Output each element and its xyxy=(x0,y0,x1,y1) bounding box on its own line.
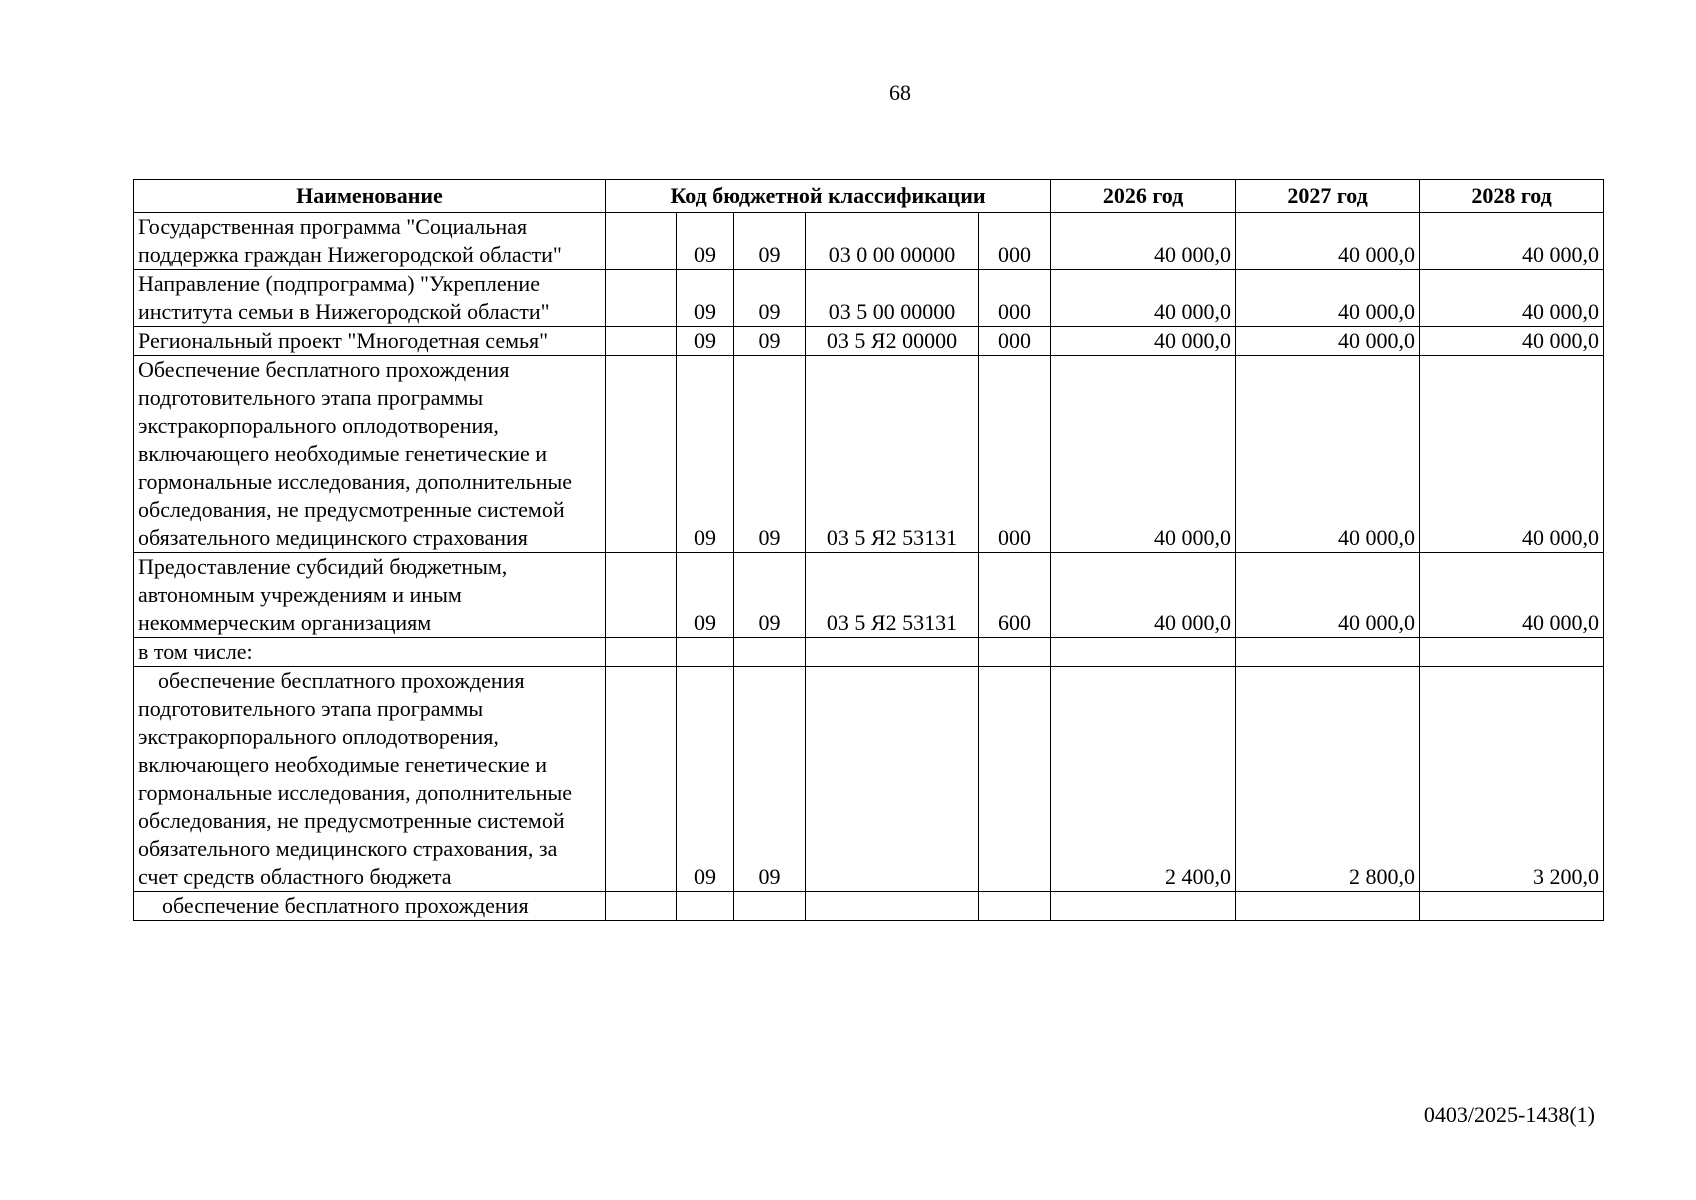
code-cell xyxy=(606,667,677,892)
table-row xyxy=(134,327,1604,356)
amount-2026 xyxy=(1051,892,1236,921)
code-cell xyxy=(606,892,677,921)
document-registration-code: 0403/2025-1438(1) xyxy=(1423,1102,1595,1127)
amount-2028 xyxy=(1420,638,1604,667)
amount-2026: 40 000,0 xyxy=(1051,270,1236,327)
code-target: 03 5 00 00000 xyxy=(806,270,979,327)
table-row xyxy=(134,667,1604,892)
code-cell xyxy=(606,638,677,667)
table-row xyxy=(134,638,1604,667)
code-cell xyxy=(606,356,677,553)
amount-2028: 40 000,0 xyxy=(1420,356,1604,553)
header-year-2026: 2026 год xyxy=(1051,180,1236,213)
table-row xyxy=(134,356,1604,553)
code-section: 09 xyxy=(677,667,734,892)
row-name: Предоставление субсидий бюджетным, автономным учреждениям и иным некоммерческим организациям xyxy=(134,553,606,638)
code-section: 09 xyxy=(677,270,734,327)
page-number: 68 xyxy=(889,80,911,105)
code-subsection xyxy=(734,638,806,667)
table-row xyxy=(134,553,1604,638)
code-cell xyxy=(606,327,677,356)
code-target: 03 5 Я2 00000 xyxy=(806,327,979,356)
table-row xyxy=(134,213,1604,270)
row-name: обеспечение бесплатного прохождения подготовительного этапа программы экстракорпорального оплодотворения, включающего необходимые генетические и гормональные исследования, дополнительные обследования, не предусмотренные системой обязательного медицинского страхования, за счет средств областного бюджета xyxy=(134,667,606,892)
code-section: 09 xyxy=(677,356,734,553)
code-expense-type: 000 xyxy=(979,270,1051,327)
amount-2026: 40 000,0 xyxy=(1051,356,1236,553)
header-name: Наименование xyxy=(134,180,606,213)
row-name: Государственная программа "Социальная поддержка граждан Нижегородской области" xyxy=(134,213,606,270)
amount-2027: 40 000,0 xyxy=(1236,356,1420,553)
row-name: Направление (подпрограмма) "Укрепление института семьи в Нижегородской области" xyxy=(134,270,606,327)
code-cell xyxy=(606,270,677,327)
header-year-2028: 2028 год xyxy=(1420,180,1604,213)
code-target: 03 0 00 00000 xyxy=(806,213,979,270)
code-cell xyxy=(606,553,677,638)
code-expense-type: 600 xyxy=(979,553,1051,638)
code-expense-type xyxy=(979,892,1051,921)
amount-2028: 40 000,0 xyxy=(1420,553,1604,638)
amount-2028: 40 000,0 xyxy=(1420,327,1604,356)
row-name: обеспечение бесплатного прохождения xyxy=(134,892,606,921)
code-section: 09 xyxy=(677,553,734,638)
code-target xyxy=(806,638,979,667)
code-target: 03 5 Я2 53131 xyxy=(806,553,979,638)
code-expense-type: 000 xyxy=(979,327,1051,356)
code-subsection: 09 xyxy=(734,356,806,553)
amount-2027 xyxy=(1236,892,1420,921)
amount-2027: 40 000,0 xyxy=(1236,553,1420,638)
code-subsection: 09 xyxy=(734,667,806,892)
amount-2026: 2 400,0 xyxy=(1051,667,1236,892)
code-subsection: 09 xyxy=(734,213,806,270)
header-year-2027: 2027 год xyxy=(1236,180,1420,213)
code-expense-type: 000 xyxy=(979,356,1051,553)
code-section: 09 xyxy=(677,327,734,356)
amount-2027 xyxy=(1236,638,1420,667)
amount-2028: 40 000,0 xyxy=(1420,213,1604,270)
code-cell xyxy=(606,213,677,270)
code-target xyxy=(806,892,979,921)
amount-2027: 40 000,0 xyxy=(1236,270,1420,327)
amount-2028: 40 000,0 xyxy=(1420,270,1604,327)
table-row xyxy=(134,892,1604,921)
amount-2026 xyxy=(1051,638,1236,667)
code-subsection: 09 xyxy=(734,270,806,327)
code-subsection: 09 xyxy=(734,553,806,638)
code-expense-type: 000 xyxy=(979,213,1051,270)
code-target xyxy=(806,667,979,892)
code-subsection xyxy=(734,892,806,921)
table-row xyxy=(134,270,1604,327)
amount-2026: 40 000,0 xyxy=(1051,553,1236,638)
amount-2028 xyxy=(1420,892,1604,921)
amount-2026: 40 000,0 xyxy=(1051,213,1236,270)
code-section xyxy=(677,638,734,667)
code-target: 03 5 Я2 53131 xyxy=(806,356,979,553)
header-code: Код бюджетной классификации xyxy=(606,180,1051,213)
row-name: Региональный проект "Многодетная семья" xyxy=(134,327,606,356)
amount-2027: 40 000,0 xyxy=(1236,213,1420,270)
row-name: Обеспечение бесплатного прохождения подготовительного этапа программы экстракорпорального оплодотворения, включающего необходимые генетические и гормональные исследования, дополнительные обследования, не предусмотренные системой обязательного медицинского страхования xyxy=(134,356,606,553)
code-section: 09 xyxy=(677,213,734,270)
table-header-row xyxy=(134,180,1604,213)
amount-2027: 40 000,0 xyxy=(1236,327,1420,356)
amount-2026: 40 000,0 xyxy=(1051,327,1236,356)
code-section xyxy=(677,892,734,921)
code-subsection: 09 xyxy=(734,327,806,356)
code-expense-type xyxy=(979,638,1051,667)
row-name: в том числе: xyxy=(134,638,606,667)
code-expense-type xyxy=(979,667,1051,892)
budget-table xyxy=(133,179,1604,921)
amount-2027: 2 800,0 xyxy=(1236,667,1420,892)
amount-2028: 3 200,0 xyxy=(1420,667,1604,892)
